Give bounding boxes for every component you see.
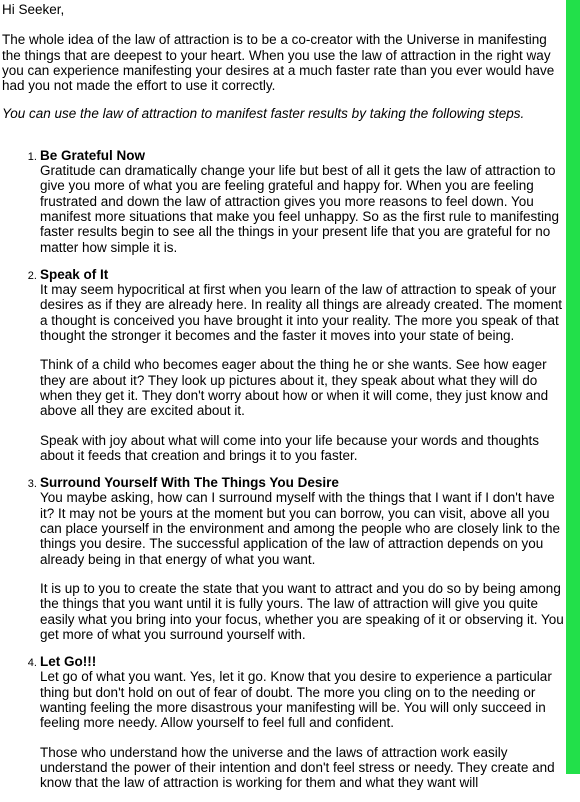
step-paragraph: It may seem hypocritical at first when you learn of the law of attraction to speak of your desires as if they are already here. In reality all things are already created. The moment a thought is conceived you have brought it into your reality. The more you speak of that thought the stronger it becomes and the faster it moves into your state of being. [40, 282, 563, 344]
step-item [40, 475, 564, 642]
step-item [40, 267, 564, 463]
step-paragraph: Let go of what you want. Yes, let it go. Know that you desire to experience a particular thing but don't hold on out of fear of doubt. The more you cling on to the needing or wanting feeling the more disastrous your manifesting will be. You will only succeed in feeling more needy. Allow yourself to feel full and confident. [40, 669, 552, 731]
step-paragraph: Speak with joy about what will come into your life because your words and thoughts about it feeds that creation and brings it to you faster. [40, 432, 540, 463]
step-paragraph: You maybe asking, how can I surround myself with the things that I want if I don't have it? It may not be yours at the moment but you can borrow, you can visit, above all you can place yourself in the environment and among the people who are closely link to the things you desire. The successful application of the law of attraction depends on you already being in that energy of what you want. [40, 490, 561, 567]
lead-italic: You can use the law of attraction to manifest faster results by taking the following steps. [2, 106, 525, 122]
step-paragraph: Gratitude can dramatically change your life but best of all it gets the law of attraction to give you more of what you are feeling grateful and happy for. When you are feeling frustrated and down the law of attraction gives you more reasons to feel down. You manifest more situations that make you feel unhappy. So as the first rule to manifesting faster results begin to see all the things in your present life that you are grateful for no matter how simple it is. [40, 163, 560, 255]
step-paragraph: It is up to you to create the state that you want to attract and you do so by being among the things that you want until it is fully yours. The law of attraction will give you quite easily what you bring into your focus, whether you are speaking of it or observing it. You get more of what you surround yourself with. [40, 580, 564, 642]
steps-list [2, 148, 564, 791]
step-title: 4. Let Go!!! [40, 654, 97, 670]
step-item [40, 148, 564, 255]
intro-paragraph: The whole idea of the law of attraction is to be a co-creator with the Universe in manifesting the things that are deepest to your heart. When you use the law of attraction in the right way you can experience manifesting your desires at a much faster rate than you ever would have had you not made the effort to use it correctly. [2, 32, 555, 94]
email-body [2, 2, 564, 802]
step-item [40, 654, 564, 790]
step-title: 2. Speak of It [40, 266, 109, 282]
step-title: 3. Surround Yourself With The Things You Desire [40, 475, 339, 491]
step-paragraph: Those who understand how the universe and the laws of attraction work easily understand the power of their intention and don't feel stress or needy. They create and know that the law of attraction is working for them and what they want will [40, 744, 555, 791]
greeting: Hi Seeker, [2, 2, 65, 17]
step-paragraph: Think of a child who becomes eager about the thing he or she wants. See how eager they are about it? They look up pictures about it, they speak about what they will do when they get it. They don't worry about how or when it will come, they just know and above all they are excited about it. [40, 357, 549, 419]
side-accent-bar [566, 0, 580, 774]
step-title: 1. Be Grateful Now [40, 147, 146, 163]
